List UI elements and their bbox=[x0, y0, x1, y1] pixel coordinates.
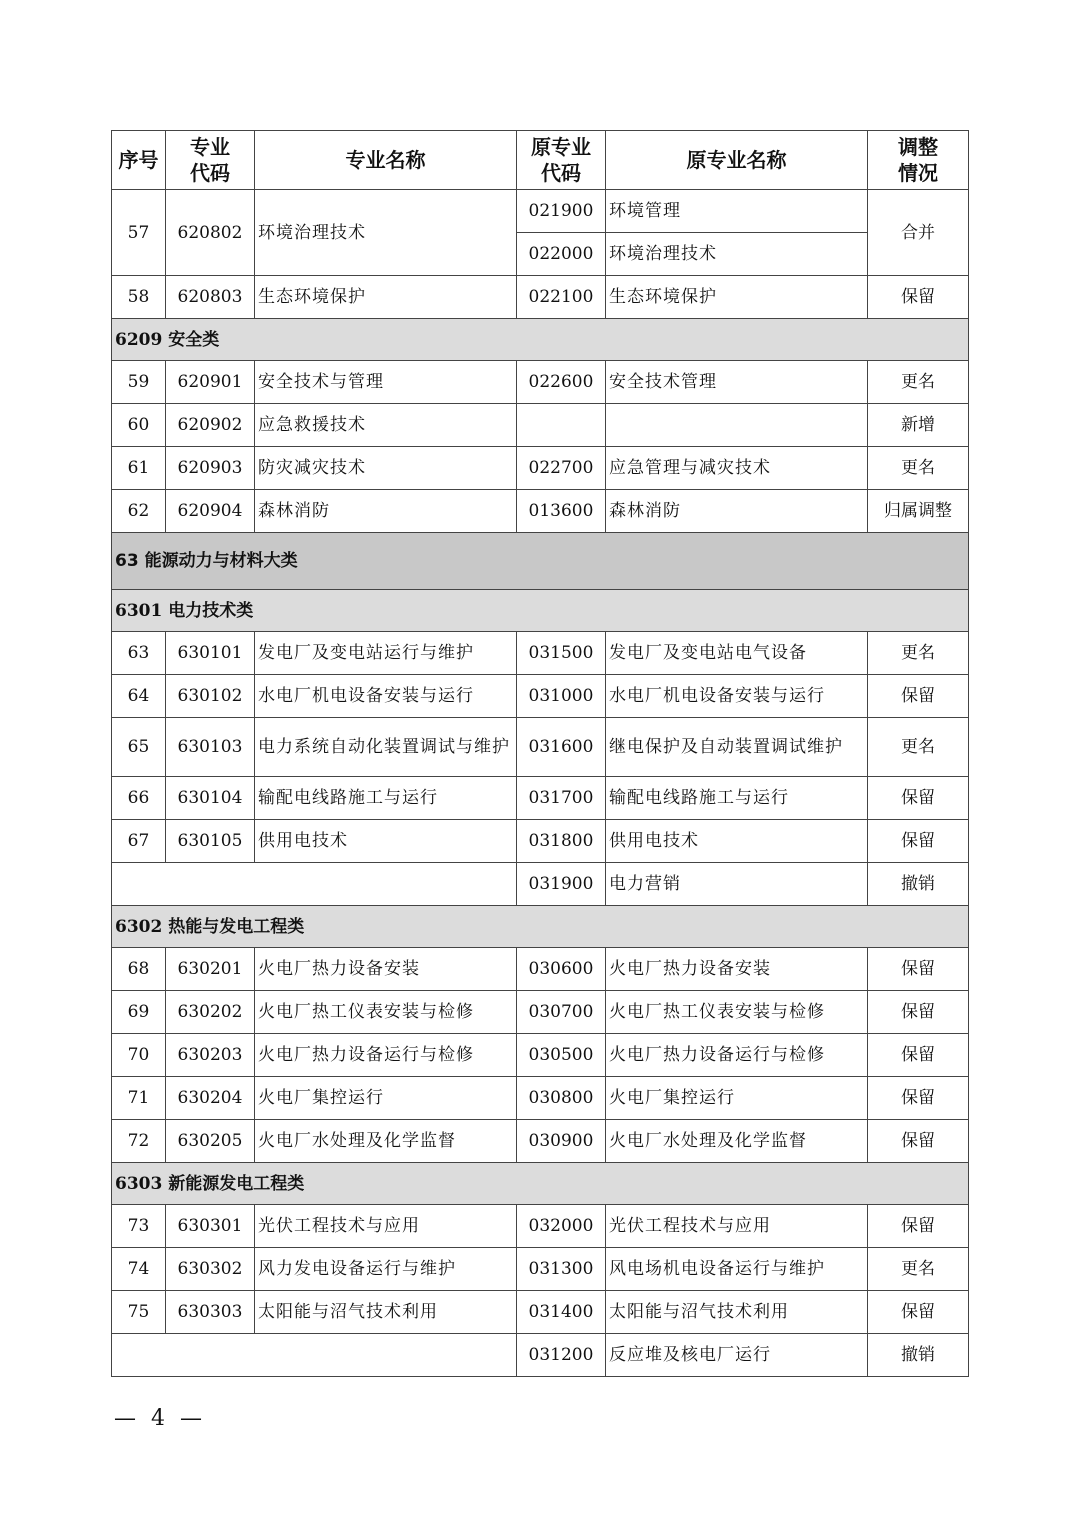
cell-orig-code: 022600 bbox=[517, 361, 606, 404]
cell-seq: 66 bbox=[112, 777, 166, 820]
table-row bbox=[112, 1205, 969, 1248]
cell-orig-code: 013600 bbox=[517, 490, 606, 533]
table-row bbox=[112, 490, 969, 533]
cell-orig-name: 火电厂热力设备运行与检修 bbox=[606, 1034, 868, 1077]
cell-status: 更名 bbox=[868, 1248, 969, 1291]
cell-orig-name: 光伏工程技术与应用 bbox=[606, 1205, 868, 1248]
table-row bbox=[112, 991, 969, 1034]
cell-orig-name: 火电厂集控运行 bbox=[606, 1077, 868, 1120]
cell-name: 供用电技术 bbox=[255, 820, 517, 863]
cell-status: 保留 bbox=[868, 1120, 969, 1163]
table-row bbox=[112, 718, 969, 777]
cell-seq: 75 bbox=[112, 1291, 166, 1334]
table-row bbox=[112, 820, 969, 863]
cell-orig-name: 发电厂及变电站电气设备 bbox=[606, 632, 868, 675]
cell-orig-code bbox=[517, 404, 606, 447]
cell-code: 630302 bbox=[166, 1248, 255, 1291]
cell-name: 火电厂集控运行 bbox=[255, 1077, 517, 1120]
cell-seq: 72 bbox=[112, 1120, 166, 1163]
cell-code: 620802 bbox=[166, 190, 255, 276]
cell-orig-code: 021900 bbox=[517, 190, 606, 233]
cell-status: 新增 bbox=[868, 404, 969, 447]
cell-orig-name: 火电厂水处理及化学监督 bbox=[606, 1120, 868, 1163]
cell-name: 风力发电设备运行与维护 bbox=[255, 1248, 517, 1291]
table-row bbox=[112, 404, 969, 447]
table-row bbox=[112, 1334, 969, 1377]
cell-status: 撤销 bbox=[868, 1334, 969, 1377]
page-number: — 4 — bbox=[114, 1406, 206, 1431]
cell-status: 保留 bbox=[868, 1291, 969, 1334]
cell-orig-name: 应急管理与减灾技术 bbox=[606, 447, 868, 490]
cell-name: 电力系统自动化装置调试与维护 bbox=[255, 718, 517, 777]
cell-name: 火电厂热力设备安装 bbox=[255, 948, 517, 991]
cell-empty bbox=[112, 1334, 517, 1377]
cell-orig-name: 环境管理 bbox=[606, 190, 868, 233]
cell-orig-code: 032000 bbox=[517, 1205, 606, 1248]
cell-orig-code: 022700 bbox=[517, 447, 606, 490]
cell-orig-name: 反应堆及核电厂运行 bbox=[606, 1334, 868, 1377]
header-orig-code bbox=[517, 131, 606, 190]
cell-code: 630102 bbox=[166, 675, 255, 718]
cell-name: 发电厂及变电站运行与维护 bbox=[255, 632, 517, 675]
cell-orig-name: 火电厂热工仪表安装与检修 bbox=[606, 991, 868, 1034]
cell-status: 保留 bbox=[868, 1205, 969, 1248]
cell-orig-code: 022100 bbox=[517, 276, 606, 319]
cell-code: 630204 bbox=[166, 1077, 255, 1120]
cell-status: 更名 bbox=[868, 361, 969, 404]
table-row bbox=[112, 190, 969, 233]
category-title: 6303 新能源发电工程类 bbox=[112, 1163, 969, 1205]
cell-orig-name: 电力营销 bbox=[606, 863, 868, 906]
cell-seq: 67 bbox=[112, 820, 166, 863]
cell-orig-code: 031600 bbox=[517, 718, 606, 777]
table-row bbox=[112, 863, 969, 906]
cell-status: 归属调整 bbox=[868, 490, 969, 533]
major-category-row bbox=[112, 533, 969, 590]
cell-status: 撤销 bbox=[868, 863, 969, 906]
cell-name: 输配电线路施工与运行 bbox=[255, 777, 517, 820]
cell-code: 630303 bbox=[166, 1291, 255, 1334]
cell-orig-name bbox=[606, 404, 868, 447]
cell-name: 防灾减灾技术 bbox=[255, 447, 517, 490]
cell-orig-code: 031200 bbox=[517, 1334, 606, 1377]
cell-name: 光伏工程技术与应用 bbox=[255, 1205, 517, 1248]
cell-seq: 62 bbox=[112, 490, 166, 533]
cell-seq: 65 bbox=[112, 718, 166, 777]
cell-seq: 68 bbox=[112, 948, 166, 991]
cell-orig-code: 030600 bbox=[517, 948, 606, 991]
header-code bbox=[166, 131, 255, 190]
cell-name: 水电厂机电设备安装与运行 bbox=[255, 675, 517, 718]
cell-status: 更名 bbox=[868, 632, 969, 675]
cell-orig-code: 022000 bbox=[517, 233, 606, 276]
cell-orig-code: 030700 bbox=[517, 991, 606, 1034]
category-title: 6301 电力技术类 bbox=[112, 590, 969, 632]
cell-seq: 57 bbox=[112, 190, 166, 276]
cell-code: 630201 bbox=[166, 948, 255, 991]
header-code-text: 专业 代码 bbox=[190, 135, 230, 185]
cell-orig-code: 030900 bbox=[517, 1120, 606, 1163]
cell-orig-name: 森林消防 bbox=[606, 490, 868, 533]
cell-status: 保留 bbox=[868, 948, 969, 991]
table-row bbox=[112, 632, 969, 675]
cell-name: 环境治理技术 bbox=[255, 190, 517, 276]
category-row bbox=[112, 319, 969, 361]
cell-status: 更名 bbox=[868, 447, 969, 490]
major-category-title: 63 能源动力与材料大类 bbox=[112, 533, 969, 590]
cell-orig-code: 031800 bbox=[517, 820, 606, 863]
cell-status: 更名 bbox=[868, 718, 969, 777]
cell-orig-name: 环境治理技术 bbox=[606, 233, 868, 276]
header-status bbox=[868, 131, 969, 190]
cell-seq: 73 bbox=[112, 1205, 166, 1248]
cell-orig-code: 031300 bbox=[517, 1248, 606, 1291]
cell-code: 620901 bbox=[166, 361, 255, 404]
table-row bbox=[112, 361, 969, 404]
cell-seq: 74 bbox=[112, 1248, 166, 1291]
cell-status: 保留 bbox=[868, 777, 969, 820]
cell-code: 630203 bbox=[166, 1034, 255, 1077]
cell-orig-name: 继电保护及自动装置调试维护 bbox=[606, 718, 868, 777]
cell-status: 保留 bbox=[868, 820, 969, 863]
table-row bbox=[112, 1291, 969, 1334]
header-name: 专业名称 bbox=[255, 131, 517, 190]
cell-status: 保留 bbox=[868, 276, 969, 319]
cell-seq: 69 bbox=[112, 991, 166, 1034]
cell-code: 620902 bbox=[166, 404, 255, 447]
cell-orig-name: 火电厂热力设备安装 bbox=[606, 948, 868, 991]
cell-seq: 61 bbox=[112, 447, 166, 490]
cell-orig-name: 风电场机电设备运行与维护 bbox=[606, 1248, 868, 1291]
category-title: 6302 热能与发电工程类 bbox=[112, 906, 969, 948]
table-row bbox=[112, 1077, 969, 1120]
cell-empty bbox=[112, 863, 517, 906]
cell-orig-name: 供用电技术 bbox=[606, 820, 868, 863]
table-row bbox=[112, 948, 969, 991]
cell-seq: 71 bbox=[112, 1077, 166, 1120]
cell-status: 保留 bbox=[868, 1077, 969, 1120]
cell-orig-name: 输配电线路施工与运行 bbox=[606, 777, 868, 820]
cell-seq: 59 bbox=[112, 361, 166, 404]
cell-seq: 63 bbox=[112, 632, 166, 675]
cell-orig-code: 031700 bbox=[517, 777, 606, 820]
cell-orig-code: 030500 bbox=[517, 1034, 606, 1077]
cell-status: 合并 bbox=[868, 190, 969, 276]
header-orig-name: 原专业名称 bbox=[606, 131, 868, 190]
category-row bbox=[112, 590, 969, 632]
cell-orig-code: 031900 bbox=[517, 863, 606, 906]
cell-status: 保留 bbox=[868, 1034, 969, 1077]
category-title: 6209 安全类 bbox=[112, 319, 969, 361]
header-seq: 序号 bbox=[112, 131, 166, 190]
cell-orig-name: 生态环境保护 bbox=[606, 276, 868, 319]
header-status-text: 调整 情况 bbox=[898, 135, 938, 185]
table-row bbox=[112, 276, 969, 319]
cell-code: 620904 bbox=[166, 490, 255, 533]
table-row bbox=[112, 1248, 969, 1291]
cell-code: 630301 bbox=[166, 1205, 255, 1248]
cell-name: 火电厂水处理及化学监督 bbox=[255, 1120, 517, 1163]
cell-seq: 70 bbox=[112, 1034, 166, 1077]
category-row bbox=[112, 906, 969, 948]
cell-seq: 64 bbox=[112, 675, 166, 718]
table-row bbox=[112, 1120, 969, 1163]
cell-seq: 58 bbox=[112, 276, 166, 319]
cell-name: 火电厂热工仪表安装与检修 bbox=[255, 991, 517, 1034]
cell-status: 保留 bbox=[868, 675, 969, 718]
cell-code: 630101 bbox=[166, 632, 255, 675]
cell-code: 630205 bbox=[166, 1120, 255, 1163]
cell-name: 安全技术与管理 bbox=[255, 361, 517, 404]
cell-status: 保留 bbox=[868, 991, 969, 1034]
cell-orig-code: 031500 bbox=[517, 632, 606, 675]
cell-code: 620903 bbox=[166, 447, 255, 490]
major-catalog-table bbox=[111, 130, 969, 1377]
cell-orig-code: 031000 bbox=[517, 675, 606, 718]
table-row bbox=[112, 447, 969, 490]
table-header-row bbox=[112, 131, 969, 190]
cell-code: 630104 bbox=[166, 777, 255, 820]
table-row bbox=[112, 777, 969, 820]
cell-name: 生态环境保护 bbox=[255, 276, 517, 319]
cell-code: 630105 bbox=[166, 820, 255, 863]
table-row bbox=[112, 1034, 969, 1077]
cell-orig-name: 安全技术管理 bbox=[606, 361, 868, 404]
cell-name: 森林消防 bbox=[255, 490, 517, 533]
cell-orig-code: 030800 bbox=[517, 1077, 606, 1120]
cell-seq: 60 bbox=[112, 404, 166, 447]
cell-code: 630202 bbox=[166, 991, 255, 1034]
cell-name: 火电厂热力设备运行与检修 bbox=[255, 1034, 517, 1077]
header-orig-code-text: 原专业 代码 bbox=[531, 135, 591, 185]
cell-orig-name: 水电厂机电设备安装与运行 bbox=[606, 675, 868, 718]
cell-code: 620803 bbox=[166, 276, 255, 319]
cell-orig-code: 031400 bbox=[517, 1291, 606, 1334]
cell-code: 630103 bbox=[166, 718, 255, 777]
table-row bbox=[112, 675, 969, 718]
category-row bbox=[112, 1163, 969, 1205]
cell-orig-name: 太阳能与沼气技术利用 bbox=[606, 1291, 868, 1334]
cell-name: 太阳能与沼气技术利用 bbox=[255, 1291, 517, 1334]
cell-name: 应急救援技术 bbox=[255, 404, 517, 447]
